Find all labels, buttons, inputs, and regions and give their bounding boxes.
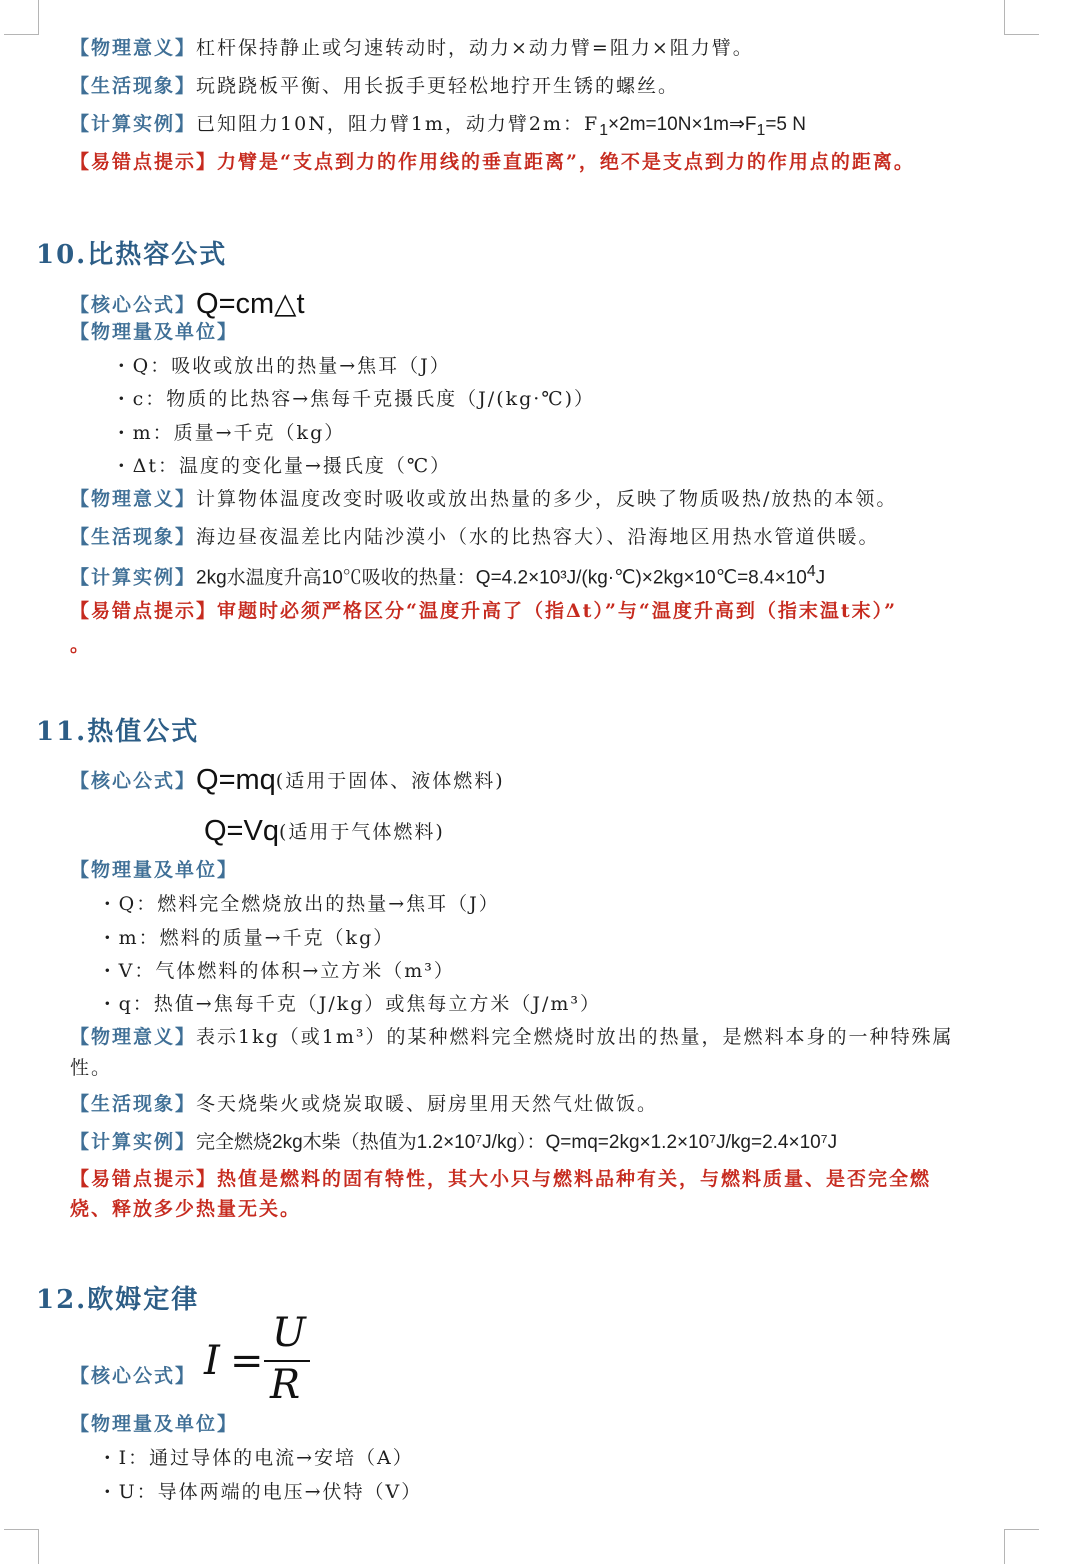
life-phenomenon-text: 冬天烧柴火或烧炭取暖、厨房里用天然气灶做饭。	[196, 1093, 659, 1115]
section-title-10: 10.比热容公式	[36, 240, 228, 270]
formula-note: (适用于气体燃料)	[278, 821, 445, 843]
crop-mark-top-left	[4, 0, 39, 35]
error-tip-line	[70, 599, 897, 624]
calc-example-text: 完全燃烧2kg木柴（热值为1.2×10⁷J/kg）：Q=mq=2kg×1.2×10⁷J/kg=2.4×10⁷J	[196, 1132, 838, 1153]
calc-example-text-b: ×2m=10N×1m⇒F	[608, 114, 757, 135]
tag-core-formula: 【核心公式】	[70, 294, 197, 316]
list-item: · V：气体燃料的体积→立方米（m³）	[104, 960, 455, 982]
error-tip-line	[70, 1167, 931, 1192]
list-item: · Q：吸收或放出的热量→焦耳（J）	[118, 355, 451, 377]
formula-voltage: U	[272, 1310, 306, 1356]
tag-error-tip: 【易错点提示】	[70, 1168, 218, 1190]
section-title-11: 11.热值公式	[36, 717, 200, 747]
formula-mq: Q=mq	[196, 764, 276, 796]
physical-meaning-text: 表示1kg（或1m³）的某种燃料完全燃烧时放出的热量，是燃料本身的一种特殊属	[196, 1026, 954, 1048]
tag-units: 【物理量及单位】	[70, 1413, 239, 1435]
physical-meaning-text: 计算物体温度改变时吸收或放出热量的多少，反映了物质吸热/放热的本领。	[196, 488, 898, 510]
tag-error-tip: 【易错点提示】	[70, 600, 218, 622]
physical-meaning-line	[70, 36, 754, 61]
list-item: · Q：燃料完全燃烧放出的热量→焦耳（J）	[104, 893, 500, 915]
tag-life-phenomenon: 【生活现象】	[70, 526, 197, 548]
tag-physical-meaning: 【物理意义】	[70, 37, 197, 59]
life-phenomenon-text: 海边昼夜温差比内陆沙漠小（水的比热容大）、沿海地区用热水管道供暖。	[196, 526, 880, 548]
formula-resistance: R	[270, 1362, 301, 1408]
tag-core-formula: 【核心公式】	[70, 770, 197, 792]
error-tip-tail: 。	[70, 634, 92, 656]
calc-example-line	[70, 562, 825, 591]
error-tip-text: 热值是燃料的固有特性，其大小只与燃料品种有关，与燃料质量、是否完全燃	[217, 1168, 932, 1190]
tag-calc-example: 【计算实例】	[70, 1131, 197, 1153]
physical-meaning-line-2: 性。	[70, 1057, 113, 1079]
physical-meaning-line	[70, 487, 897, 512]
calc-example-line	[70, 112, 806, 141]
core-formula-line-2	[204, 813, 445, 851]
tag-units: 【物理量及单位】	[70, 321, 239, 343]
list-item: · m：质量→千克（kg）	[118, 422, 346, 444]
calc-example-text-a: 已知阻力10N，阻力臂1m，动力臂2m：F	[196, 113, 600, 135]
tag-core-formula: 【核心公式】	[70, 1365, 197, 1387]
error-tip-line-2: 烧、释放多少热量无关。	[70, 1198, 302, 1220]
tag-physical-meaning: 【物理意义】	[70, 1026, 197, 1048]
calc-example-text-c: =5 N	[765, 114, 806, 135]
tag-calc-example: 【计算实例】	[70, 113, 197, 135]
list-item: · I：通过导体的电流→安培（A）	[104, 1447, 414, 1469]
crop-mark-bottom-left	[4, 1529, 39, 1564]
list-item: · q：热值→焦每千克（J/kg）或焦每立方米（J/m³）	[104, 993, 602, 1015]
physical-meaning-text: 杠杆保持静止或匀速转动时，动力×动力臂=阻力×阻力臂。	[196, 37, 754, 59]
units-heading	[70, 320, 238, 345]
formula: Q=cm△t	[196, 288, 305, 320]
tag-physical-meaning: 【物理意义】	[70, 488, 197, 510]
tag-units: 【物理量及单位】	[70, 859, 239, 881]
superscript: 4	[806, 563, 816, 580]
life-phenomenon-text: 玩跷跷板平衡、用长扳手更轻松地拧开生锈的螺丝。	[196, 75, 680, 97]
calc-example-unit: J	[815, 567, 826, 589]
error-tip-text: 力臂是“支点到力的作用线的垂直距离”，绝不是支点到力的作用点的距离。	[217, 151, 915, 173]
formula-equals: =	[230, 1338, 264, 1384]
life-phenomenon-line	[70, 1092, 658, 1117]
calc-example-text: 2kg水温度升高10℃吸收的热量：Q=4.2×10³J/(kg·℃)×2kg×10℃=8.4×10	[196, 567, 807, 589]
section-title-12: 12.欧姆定律	[36, 1285, 200, 1315]
ohms-law-formula	[204, 1310, 314, 1411]
formula-current: I	[204, 1338, 220, 1384]
error-tip-text: 审题时必须严格区分“温度升高了（指Δt）”与“温度升高到（指末温t末）”	[217, 600, 898, 622]
core-formula-line	[70, 762, 505, 800]
formula-note: (适用于固体、液体燃料)	[275, 770, 505, 792]
core-formula-line	[70, 286, 305, 324]
calc-example-line	[70, 1130, 837, 1156]
core-formula-line	[70, 1364, 196, 1389]
units-heading	[70, 1412, 238, 1437]
tag-life-phenomenon: 【生活现象】	[70, 1093, 197, 1115]
physical-meaning-line	[70, 1025, 954, 1050]
crop-mark-top-right	[1004, 0, 1039, 35]
list-item: · Δt：温度的变化量→摄氏度（℃）	[118, 455, 452, 477]
subscript: 1	[599, 121, 609, 139]
crop-mark-bottom-right	[1004, 1529, 1039, 1564]
tag-calc-example: 【计算实例】	[70, 566, 197, 589]
error-tip-line	[70, 150, 915, 175]
life-phenomenon-line	[70, 74, 679, 99]
units-heading	[70, 858, 238, 883]
tag-life-phenomenon: 【生活现象】	[70, 75, 197, 97]
subscript: 1	[756, 121, 766, 139]
formula-vq: Q=Vq	[204, 815, 279, 847]
list-item: · U：导体两端的电压→伏特（V）	[104, 1481, 423, 1503]
list-item: · c：物质的比热容→焦每千克摄氏度（J/(kg·℃)）	[118, 388, 595, 410]
tag-error-tip: 【易错点提示】	[70, 151, 218, 173]
life-phenomenon-line	[70, 525, 880, 550]
list-item: · m：燃料的质量→千克（kg）	[104, 927, 395, 949]
